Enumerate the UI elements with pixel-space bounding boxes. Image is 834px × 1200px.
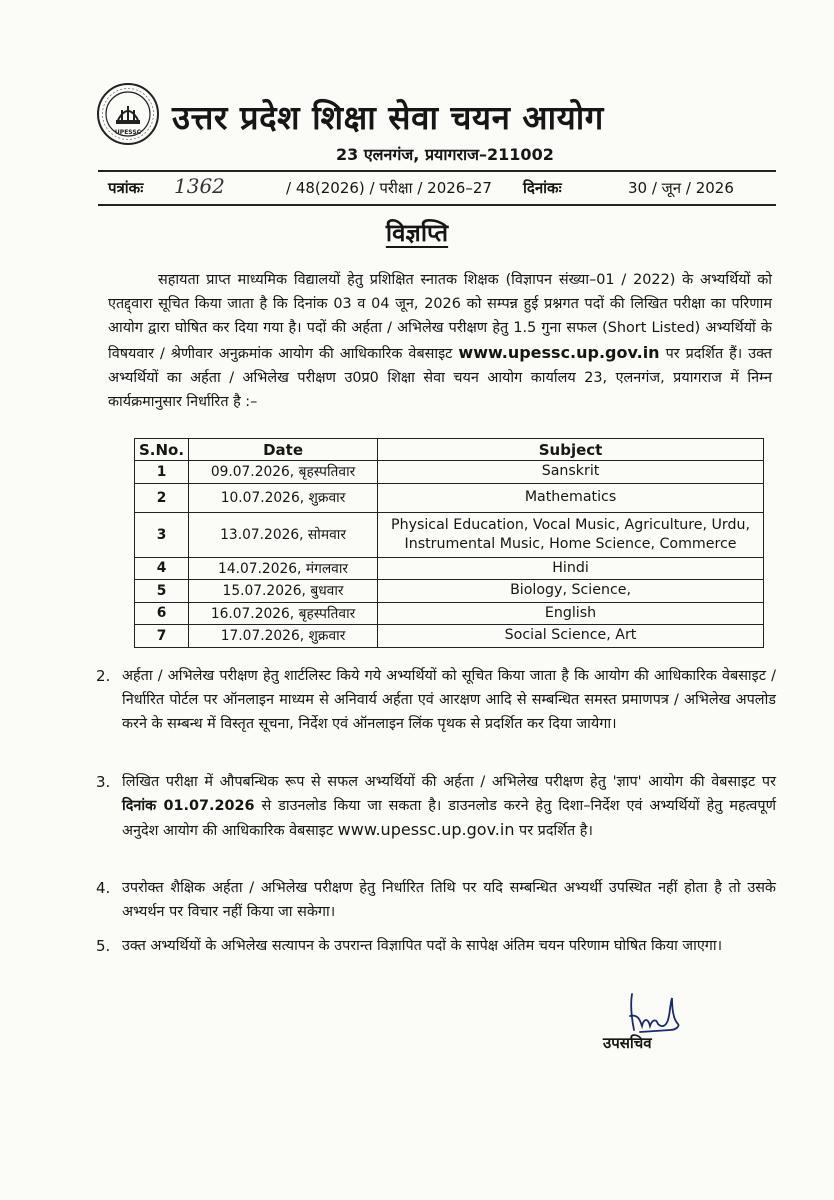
- table-row: [135, 602, 764, 625]
- header-divider-bottom: [98, 204, 776, 206]
- schedule-table: [134, 438, 764, 648]
- point-number: 5.: [96, 937, 111, 955]
- header-date: Date: [189, 439, 378, 461]
- row-subject: Social Science, Art: [378, 625, 764, 648]
- table-row: [135, 461, 764, 484]
- point-2: [96, 664, 776, 737]
- organization-address: 23 एलनगंज, प्रयागराज–211002: [336, 145, 554, 164]
- table-row: [135, 580, 764, 603]
- row-date: 14.07.2026, मंगलवार: [189, 557, 378, 580]
- row-date: 15.07.2026, बुधवार: [189, 580, 378, 603]
- point-text: उपरोक्त शैक्षिक अर्हता / अभिलेख परीक्षण हेतु निर्धारित तिथि पर यदि सम्बन्धित अभ्यर्थी उपस्थित नहीं होता है तो उसके अभ्यर्थन पर विचार नहीं किया जा सकेगा।: [122, 880, 776, 921]
- point-3-text-b: से डाउनलोड किया जा सकता है। डाउनलोड करने हेतु दिशा–निर्देश एवं अभ्यर्थियों हेतु महत्वपूर्ण अनुदेश आयोग की आधिकारिक वेबसाइट: [122, 798, 777, 840]
- row-sno: 7: [135, 625, 189, 648]
- date-label: दिनांकः: [523, 179, 562, 197]
- handwritten-reference-number: 1362: [174, 174, 225, 198]
- point-text: अर्हता / अभिलेख परीक्षण हेतु शार्टलिस्ट किये गये अभ्यर्थियों को सूचित किया जाता है कि आयोग की आधिकारिक वेबसाइट / निर्धारित पोर्टल पर ऑनलाइन माध्यम से अनिवार्य अर्हता एवं आरक्षण आदि से सम्बन्धित समस्त प्रमाणपत्र / अभिलेख अपलोड करने के सम्बन्ध में विस्तृत सूचना, निर्देश एवं ऑनलाइन लिंक पृथक से प्रदर्शित कर दिया जायेगा।: [122, 668, 776, 733]
- reference-number: / 48(2026) / परीक्षा / 2026–27: [286, 179, 492, 197]
- row-sno: 4: [135, 557, 189, 580]
- table-row: [135, 512, 764, 557]
- header-sno: S.No.: [135, 439, 189, 461]
- header-divider-top: [98, 170, 776, 172]
- row-date: 17.07.2026, शुक्रवार: [189, 625, 378, 648]
- website-link[interactable]: www.upessc.up.gov.in: [337, 820, 515, 840]
- row-sno: 6: [135, 602, 189, 625]
- notice-title: [0, 216, 834, 249]
- row-subject: Mathematics: [378, 483, 764, 512]
- point-number: 3.: [96, 773, 111, 791]
- point-3-date: दिनांक 01.07.2026: [122, 798, 255, 815]
- row-sno: 5: [135, 580, 189, 603]
- row-subject: Sanskrit: [378, 461, 764, 484]
- intro-paragraph: [108, 268, 772, 414]
- row-subject: Hindi: [378, 557, 764, 580]
- table-row: [135, 557, 764, 580]
- table-row: [135, 483, 764, 512]
- table-row: [135, 625, 764, 648]
- website-link[interactable]: www.upessc.up.gov.in: [458, 342, 660, 362]
- intro-text-b: पर प्रदर्शित हैं। उक्त अभ्यर्थियों का अर्हता / अभिलेख परीक्षण उ0प्र0 शिक्षा सेवा चयन आयोग कार्यालय 23, एलनगंज, प्रयागराज में निम्न कार्यक्रमानुसार निर्धारित है :–: [108, 345, 772, 411]
- notice-title-text: विज्ञप्ति: [385, 219, 449, 247]
- row-date: 13.07.2026, सोमवार: [189, 512, 378, 557]
- commission-logo-emblem: [96, 82, 160, 146]
- row-date: 16.07.2026, बृहस्पतिवार: [189, 602, 378, 625]
- point-3-text-a: लिखित परीक्षा में औपबन्धिक रूप से सफल अभ्यर्थियों की अर्हता / अभिलेख परीक्षण हेतु 'ज्ञाप' आयोग की वेबसाइट पर: [122, 774, 776, 790]
- reference-label: पत्रांकः: [108, 179, 144, 197]
- point-3-text-c: पर प्रदर्शित है।: [519, 823, 593, 840]
- reference-line: [108, 176, 768, 202]
- signatory-designation: उपसचिव: [603, 1034, 652, 1052]
- row-subject: Physical Education, Vocal Music, Agriculture, Urdu, Instrumental Music, Home Science, Commerce: [378, 512, 764, 557]
- point-text: उक्त अभ्यर्थियों के अभिलेख सत्यापन के उपरान्त विज्ञापित पदों के सापेक्ष अंतिम चयन परिणाम घोषित किया जाएगा।: [122, 938, 723, 954]
- point-4: [96, 876, 776, 924]
- organization-name: उत्तर प्रदेश शिक्षा सेवा चयन आयोग: [172, 98, 604, 137]
- row-sno: 3: [135, 512, 189, 557]
- point-5: [96, 934, 776, 958]
- point-text: [122, 770, 776, 844]
- logo-text: UPESSC: [114, 129, 142, 136]
- point-number: 4.: [96, 879, 111, 897]
- row-subject: English: [378, 602, 764, 625]
- schedule-header-row: [135, 439, 764, 461]
- date-value: 30 / जून / 2026: [628, 179, 734, 197]
- intro-text-a: सहायता प्राप्त माध्यमिक विद्यालयों हेतु प्रशिक्षित स्नातक शिक्षक (विज्ञापन संख्या–01 / 2022) के अभ्यर्थियों को एतद्द्वारा सूचित किया जाता है कि दिनांक 03 व 04 जून, 2026 को सम्पन्न हुई प्रश्नगत पदों की लिखित परीक्षा का परिणाम आयोग द्वारा घोषित कर दिया गया है। पदों की अर्हता / अभिलेख परीक्षण हेतु 1.5 गुना सफल (Short Listed) अभ्यर्थियों के विषयवार / श्रेणीवार अनुक्रमांक आयोग की आधिकारिक वेबसाइट: [108, 272, 772, 362]
- row-date: 10.07.2026, शुक्रवार: [189, 483, 378, 512]
- point-number: 2.: [96, 667, 111, 685]
- row-sno: 1: [135, 461, 189, 484]
- handwritten-signature: [620, 990, 690, 1038]
- header-subject: Subject: [378, 439, 764, 461]
- point-3: [96, 770, 776, 844]
- row-subject: Biology, Science,: [378, 580, 764, 603]
- row-sno: 2: [135, 483, 189, 512]
- row-date: 09.07.2026, बृहस्पतिवार: [189, 461, 378, 484]
